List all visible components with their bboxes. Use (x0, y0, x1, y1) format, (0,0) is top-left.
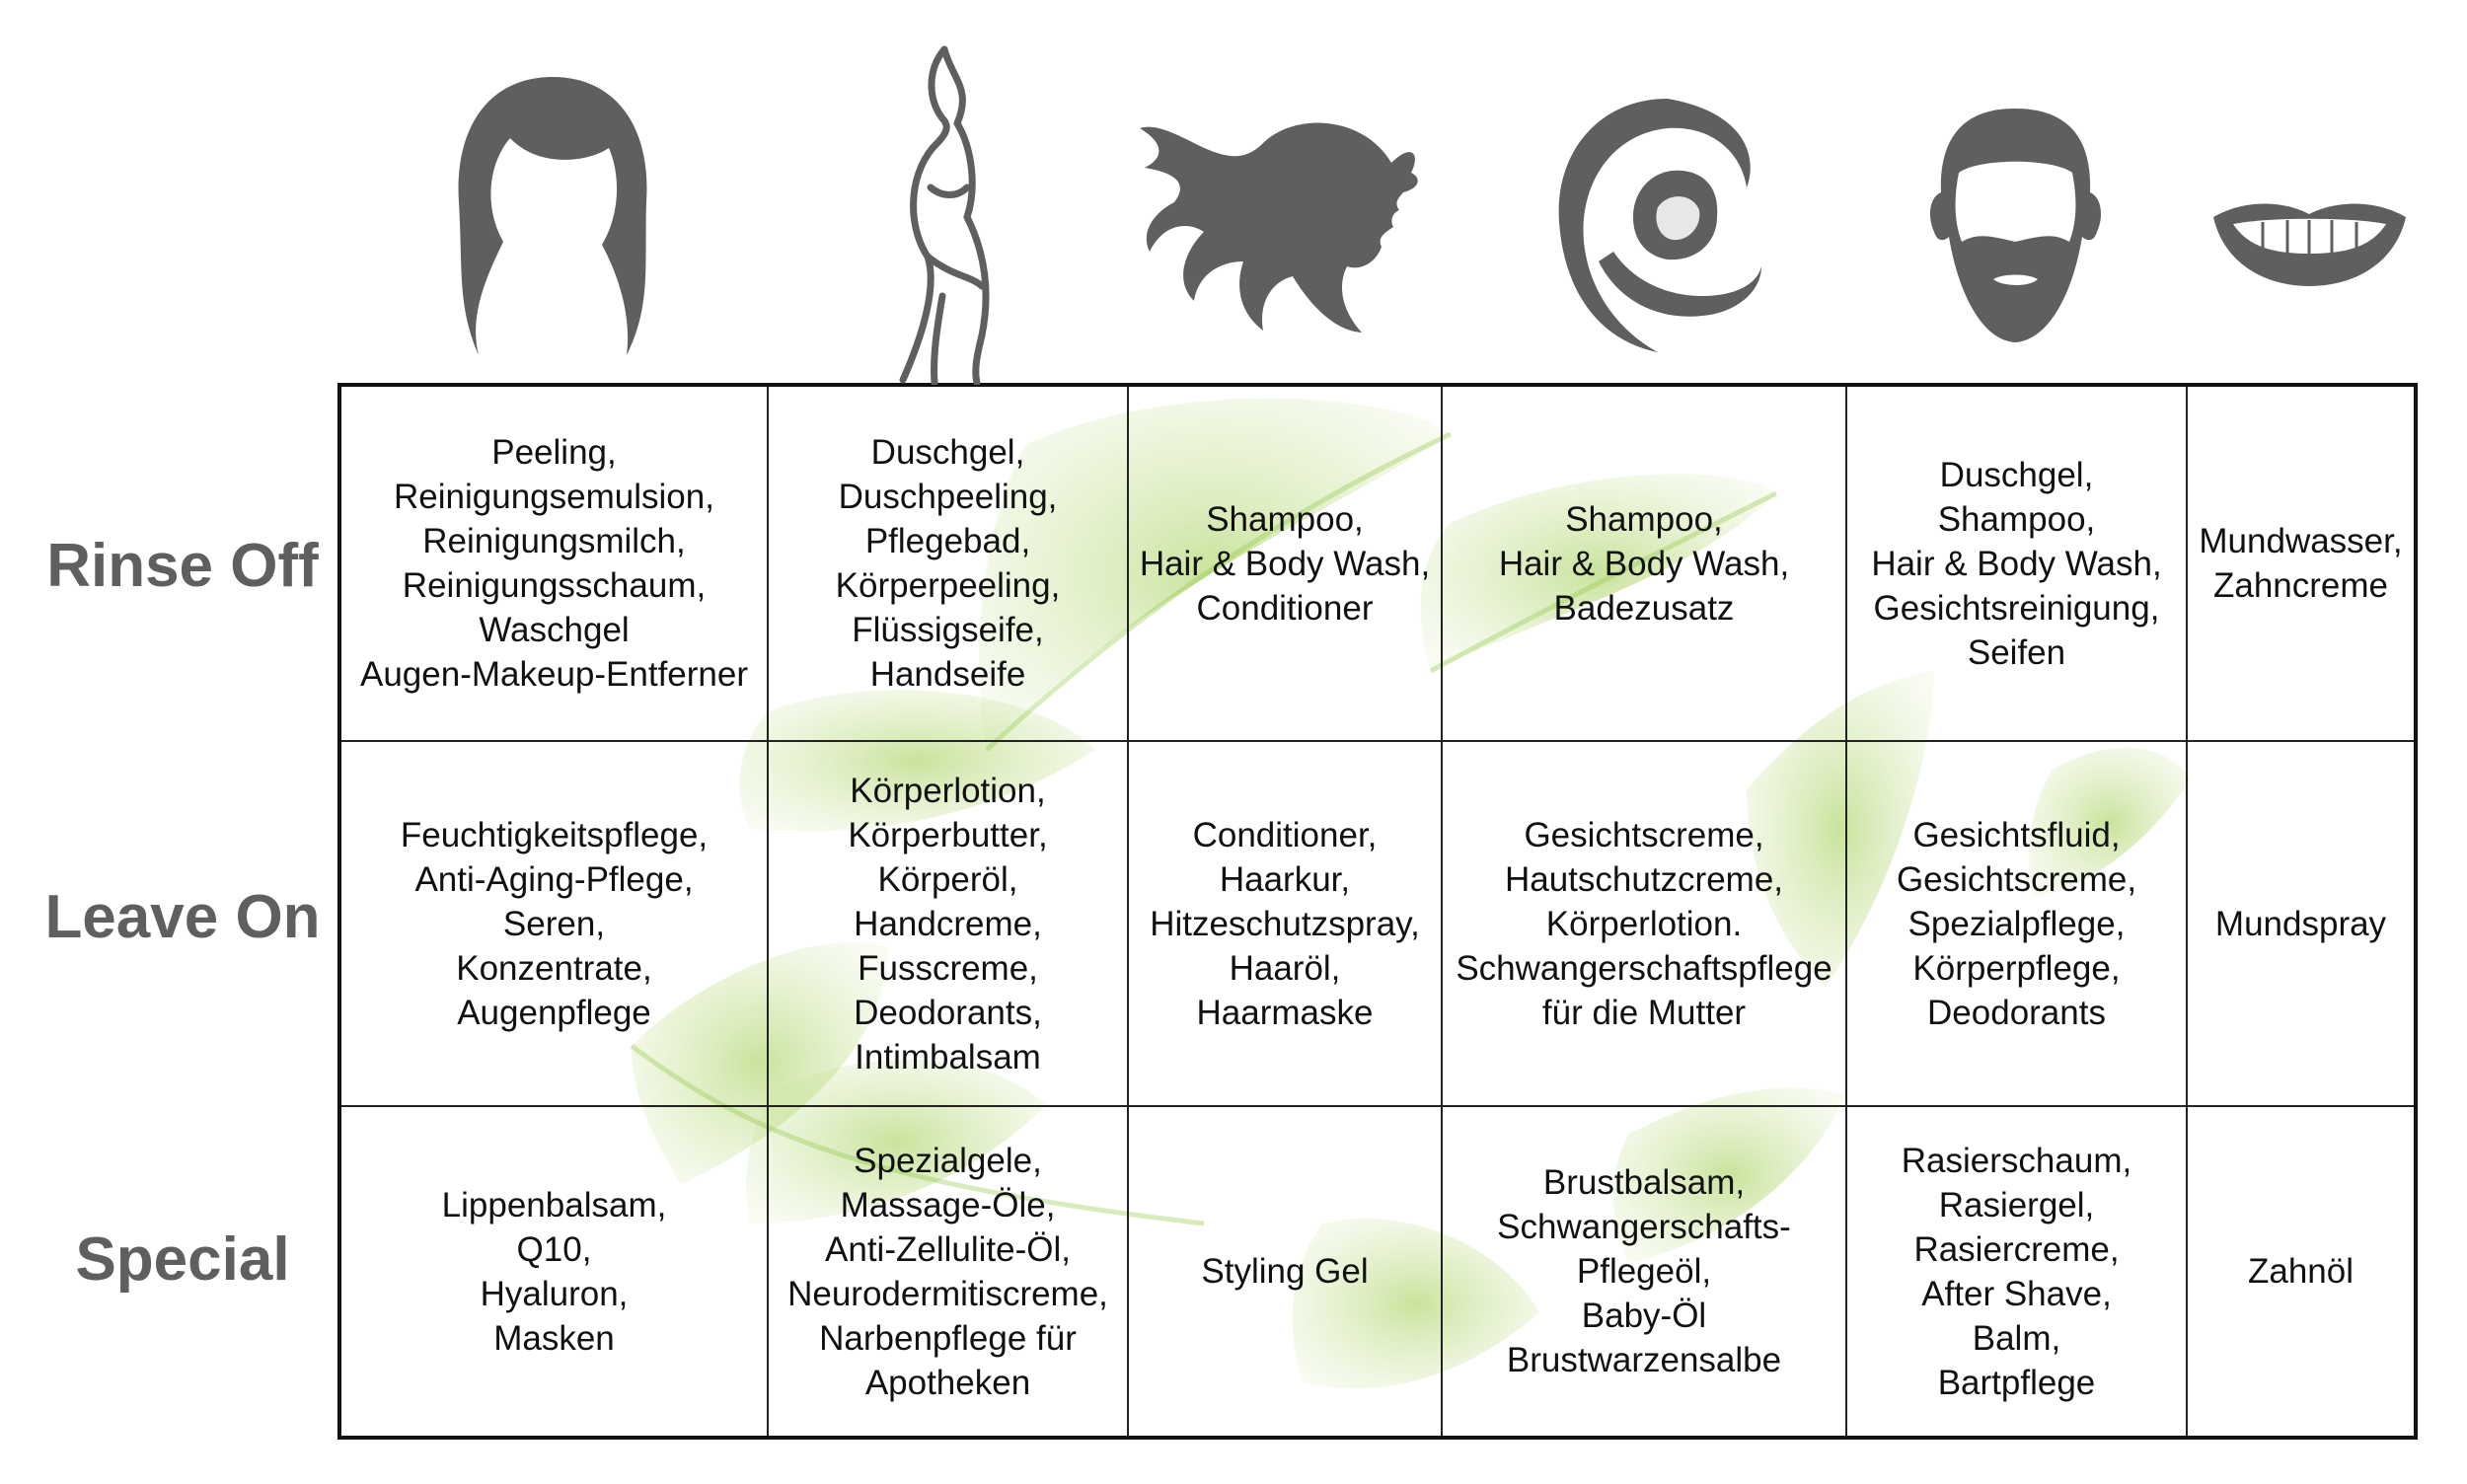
cell-line: Seren, (502, 904, 606, 943)
cell-line: Seifen (1967, 632, 2066, 672)
cell-line: Mundspray (2214, 904, 2387, 943)
cell-line: Schwangerschaftspflege (1456, 948, 1832, 988)
cell-line: Bartpflege (1937, 1363, 2096, 1402)
cell-line: Schwangerschafts- (1497, 1208, 1791, 1246)
cell-line: Zahnöl (2247, 1252, 2355, 1291)
table-cell-leave-on-man (1847, 742, 2188, 1107)
cell-line: Apotheken (864, 1363, 1031, 1402)
cell-line: Zahncreme (2212, 566, 2389, 605)
cell-line: Shampoo, (1565, 499, 1723, 539)
cell-line: Peeling, (491, 433, 617, 472)
cell-line: Hair & Body Wash, (1139, 544, 1431, 583)
cell-line: Brustbalsam, (1542, 1163, 1746, 1202)
table-cell-rinse-off-mother (1443, 387, 1847, 742)
cell-line: Mundwasser, (2199, 522, 2403, 560)
table-cell-rinse-off-man (1847, 387, 2188, 742)
cell-line: Rasiercreme, (1913, 1229, 2120, 1269)
table-cell-special-mouth (2188, 1107, 2414, 1436)
cell-line: Shampoo, (1937, 499, 2096, 539)
table-cell-leave-on-hair (1129, 742, 1443, 1107)
table-cell-rinse-off-mouth (2188, 387, 2414, 742)
cell-line: Neurodermitiscreme, (787, 1274, 1108, 1313)
table-cell-special-hair (1129, 1107, 1443, 1436)
cell-line: Styling Gel (1201, 1252, 1369, 1291)
cell-line: Rasiergel, (1938, 1185, 2095, 1224)
cell-line: Waschgel (479, 611, 630, 649)
cell-line: Spezialpflege, (1907, 904, 2126, 943)
cell-line: Reinigungsemulsion, (394, 478, 714, 516)
cell-line: Rasierschaum, (1901, 1141, 2132, 1180)
bearded-man-icon (1919, 104, 2112, 345)
cell-line: Deodorants (1927, 993, 2106, 1032)
cell-line: Körperlotion. (1545, 904, 1743, 943)
cell-line: Fusscreme, (858, 948, 1038, 988)
row-label-leave-on: Leave On (44, 883, 321, 951)
cell-line: Haarmaske (1196, 993, 1374, 1032)
cell-line: Gesichtscreme, (1524, 815, 1764, 854)
cell-line: Pflegeöl, (1576, 1252, 1712, 1291)
cell-line: Gesichtsfluid, (1912, 815, 2121, 854)
table-cell-rinse-off-face (341, 387, 769, 742)
cell-line: Körperpflege, (1912, 948, 2121, 988)
table-cell-special-body (769, 1107, 1129, 1436)
icons-row (0, 0, 2467, 385)
cell-line: Balm, (1972, 1318, 2061, 1358)
cell-line: Hair & Body Wash, (1498, 544, 1790, 583)
table-cell-rinse-off-hair (1129, 387, 1443, 742)
cell-line: Reinigungsschaum, (402, 566, 707, 605)
cell-line: Gesichtscreme, (1896, 859, 2137, 899)
cell-line: Körperpeeling, (835, 566, 1061, 605)
cell-line: Badezusatz (1553, 588, 1735, 628)
cell-line: Lippenbalsam, (441, 1185, 667, 1224)
table-cell-special-man (1847, 1107, 2188, 1436)
hair-profile-icon (1135, 104, 1431, 335)
row-label-special: Special (75, 1225, 290, 1294)
cell-line: Duschgel, (870, 433, 1025, 472)
cell-line: Conditioner (1196, 588, 1374, 628)
cell-line: Pflegebad, (864, 522, 1031, 560)
cell-line: Augen-Makeup-Entferner (360, 655, 748, 694)
row-label-rinse-off: Rinse Off (46, 532, 319, 600)
cell-line: Konzentrate, (456, 948, 652, 988)
cell-line: Hitzeschutzspray, (1150, 904, 1420, 943)
female-body-icon (883, 39, 1031, 385)
woman-face-icon (449, 69, 656, 375)
cell-line: Handcreme, (854, 904, 1042, 943)
cell-line: Deodorants, (854, 993, 1042, 1032)
cell-line: Masken (493, 1318, 615, 1358)
table-cell-leave-on-mother (1443, 742, 1847, 1107)
cell-line: Intimbalsam (855, 1037, 1041, 1076)
cell-line: Conditioner, (1192, 815, 1378, 854)
mother-baby-icon (1539, 94, 1766, 355)
cell-line: Feuchtigkeitspflege, (400, 815, 709, 854)
cell-line: Duschpeeling, (838, 478, 1058, 516)
cell-line: Baby-Öl (1581, 1297, 1707, 1335)
cell-line: Q10, (516, 1229, 592, 1269)
cell-line: Handseife (869, 655, 1026, 694)
cell-line: Körperbutter, (848, 815, 1048, 854)
cell-line: Reinigungsmilch, (422, 522, 686, 560)
cell-line: Narbenpflege für (819, 1318, 1077, 1358)
table-cell-leave-on-face (341, 742, 769, 1107)
smiling-mouth-icon (2208, 192, 2411, 291)
cell-line: Brustwarzensalbe (1506, 1341, 1782, 1379)
table-cell-leave-on-body (769, 742, 1129, 1107)
table-cell-special-mother (1443, 1107, 1847, 1436)
cell-line: Massage-Öle, (840, 1185, 1056, 1224)
cell-line: Körperlotion, (850, 771, 1046, 810)
product-table (337, 383, 2418, 1440)
cell-line: Körperöl, (877, 859, 1018, 899)
cell-line: Shampoo, (1206, 499, 1364, 539)
cell-line: After Shave, (1921, 1274, 2112, 1313)
cell-line: Haaröl, (1229, 948, 1341, 988)
cell-line: für die Mutter (1541, 993, 1747, 1032)
cell-line: Hautschutzcreme, (1504, 859, 1784, 899)
cell-line: Flüssigseife, (852, 611, 1044, 649)
cell-line: Augenpflege (457, 993, 651, 1032)
cell-line: Anti-Zellulite-Öl, (825, 1229, 1071, 1269)
table-cell-rinse-off-body (769, 387, 1129, 742)
table-cell-leave-on-mouth (2188, 742, 2414, 1107)
cell-line: Anti-Aging-Pflege, (414, 859, 694, 899)
cell-line: Gesichtsreinigung, (1873, 588, 2160, 628)
cell-line: Duschgel, (1939, 455, 2094, 494)
cell-line: Spezialgele, (854, 1141, 1042, 1180)
cell-line: Hyaluron, (480, 1274, 629, 1313)
cell-line: Hair & Body Wash, (1871, 544, 2162, 583)
cell-line: Haarkur, (1219, 859, 1351, 899)
table-cell-special-face (341, 1107, 769, 1436)
